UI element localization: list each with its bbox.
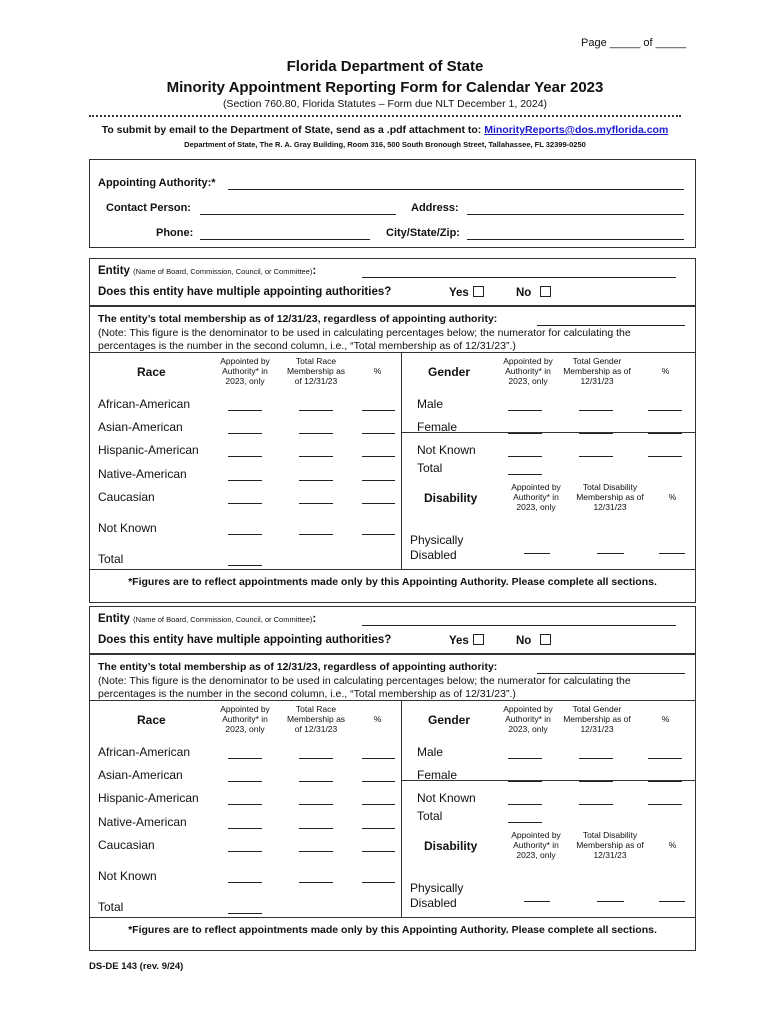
no-label: No [516,287,532,299]
entity-label: Entity [98,613,130,625]
gender-appointed-field[interactable] [508,474,542,475]
entity-section [0,258,770,603]
race-appointed-field[interactable] [228,758,262,759]
gender-appointed-field[interactable] [508,822,542,823]
phone-label: Phone: [156,227,194,239]
disability-header: Disability [424,839,478,853]
disabled-total-field[interactable] [597,553,624,554]
race-total-header: Total Race Membership as of 12/31/23 [286,704,346,734]
gender-pct-header: % [661,366,670,376]
disabled-pct-field[interactable] [659,901,685,902]
submit-instructions [0,124,770,136]
race-pct-field[interactable] [362,882,395,883]
no-option [516,634,551,647]
race-gender-divider [401,352,402,569]
gender-total-header: Total Gender Membership as of 12/31/23 [563,356,631,386]
race-header: Race [137,713,166,727]
disabled-pct-field[interactable] [659,553,685,554]
race-appointed-field[interactable] [228,913,262,914]
gender-total-header: Total Gender Membership as of 12/31/23 [563,704,631,734]
gender-label: Male [417,745,444,759]
gender-pct-field[interactable] [648,781,682,782]
gender-pct-header: % [661,714,670,724]
disability-pct-header: % [668,492,677,502]
race-appointed-field[interactable] [228,410,262,411]
disability-pct-header: % [668,840,677,850]
yes-option [449,286,484,299]
appointing-authority-label: Appointing Authority:* [98,177,216,189]
address-line: Department of State, The R. A. Gray Building, Room 316, 500 South Bronough Street, Tallahassee, FL 32399-0250 [184,140,586,149]
title-department: Florida Department of State [286,58,484,75]
disability-appointed-header: Appointed by Authority* in 2023, only [511,830,561,860]
gender-label: Total [417,461,443,475]
race-total-field[interactable] [299,758,333,759]
entity-name-field[interactable] [362,277,676,278]
race-pct-field[interactable] [362,410,395,411]
race-header: Race [137,365,166,379]
gender-appointed-field[interactable] [508,758,542,759]
race-pct-field[interactable] [362,433,395,434]
race-label: Hispanic-American [98,791,199,805]
race-label: Native-American [98,815,187,829]
race-pct-field[interactable] [362,804,395,805]
race-label: Caucasian [98,838,155,852]
disabled-total-field[interactable] [597,901,624,902]
race-label: Not Known [98,521,157,535]
entity-line [98,613,316,625]
gender-label: Male [417,397,444,411]
disability-appointed-header: Appointed by Authority* in 2023, only [511,482,561,512]
no-label: No [516,635,532,647]
note-line-2: percentages is the number in the second column, i.e., “Total membership as of 12/31/23”.) [98,340,516,352]
disability-total-header: Total Disability Membership as of 12/31/23 [576,482,644,512]
table-top-divider [89,700,696,701]
phone-field[interactable] [200,239,370,240]
race-total-header: Total Race Membership as of 12/31/23 [286,356,346,386]
multiple-authorities-question: Does this entity have multiple appointing authorities? [98,286,392,298]
race-label: Asian-American [98,420,183,434]
race-total-field[interactable] [299,410,333,411]
entity-note: (Name of Board, Commission, Council, or Committee) [133,615,313,624]
race-pct-field[interactable] [362,851,395,852]
race-pct-field[interactable] [362,781,395,782]
city-state-zip-field[interactable] [467,239,684,240]
gender-label: Female [417,768,458,782]
race-label: Caucasian [98,490,155,504]
gender-appointed-header: Appointed by Authority* in 2023, only [503,704,553,734]
gender-pct-field[interactable] [648,410,682,411]
gender-label: Female [417,420,458,434]
gender-appointed-field[interactable] [508,781,542,782]
race-label: Total [98,552,124,566]
race-appointed-field[interactable] [228,851,262,852]
page-number: Page _____ of _____ [581,37,687,49]
entity-name-field[interactable] [362,625,676,626]
disability-header: Disability [424,491,478,505]
race-appointed-field[interactable] [228,433,262,434]
race-label: African-American [98,745,191,759]
race-appointed-field[interactable] [228,781,262,782]
race-total-field[interactable] [299,828,333,829]
gender-pct-field[interactable] [648,433,682,434]
race-total-field[interactable] [299,456,333,457]
race-appointed-field[interactable] [228,882,262,883]
race-pct-field[interactable] [362,456,395,457]
yes-label: Yes [449,287,469,299]
footnote: *Figures are to reflect appointments made only by this Appointing Authority. Please complete all sections. [128,576,657,588]
race-appointed-field[interactable] [228,828,262,829]
race-total-field[interactable] [299,480,333,481]
membership-question: The entity’s total membership as of 12/31/23, regardless of appointing authority: [98,313,498,325]
contact-person-field[interactable] [200,214,396,215]
no-checkbox[interactable] [540,286,551,297]
race-gender-divider [401,700,402,917]
physically-disabled-label: Physically Disabled [410,881,464,910]
appointing-authority-field[interactable] [228,189,684,190]
gender-appointed-header: Appointed by Authority* in 2023, only [503,356,553,386]
gender-header: Gender [428,713,471,727]
gender-pct-field[interactable] [648,804,682,805]
gender-total-field[interactable] [579,410,613,411]
disabled-appointed-field[interactable] [524,553,550,554]
race-pct-header: % [373,714,382,724]
gender-appointed-field[interactable] [508,433,542,434]
gender-pct-field[interactable] [648,456,682,457]
race-appointed-header: Appointed by Authority* in 2023, only [220,704,270,734]
race-appointed-field[interactable] [228,565,262,566]
race-label: African-American [98,397,191,411]
race-label: Total [98,900,124,914]
gender-pct-field[interactable] [648,758,682,759]
race-total-field[interactable] [299,433,333,434]
gender-total-field[interactable] [579,456,613,457]
race-pct-field[interactable] [362,534,395,535]
note-line-1: (Note: This figure is the denominator to be used in calculating percentages below; the numerator for calculating the [98,675,631,687]
footnote-divider [89,569,696,570]
gender-header: Gender [428,365,471,379]
entity-label: Entity [98,265,130,277]
gender-appointed-field[interactable] [508,456,542,457]
table-top-divider [89,352,696,353]
disability-total-header: Total Disability Membership as of 12/31/23 [576,830,644,860]
race-pct-field[interactable] [362,480,395,481]
race-appointed-header: Appointed by Authority* in 2023, only [220,356,270,386]
race-total-field[interactable] [299,882,333,883]
race-appointed-field[interactable] [228,534,262,535]
gender-label: Not Known [417,791,476,805]
form-id: DS-DE 143 (rev. 9/24) [89,961,184,972]
membership-field[interactable] [537,325,685,326]
membership-question: The entity’s total membership as of 12/31/23, regardless of appointing authority: [98,661,498,673]
footnote-divider [89,917,696,918]
no-option [516,286,551,299]
race-pct-field[interactable] [362,828,395,829]
submit-text: To submit by email to the Department of State, send as a .pdf attachment to: [101,124,485,136]
gender-appointed-field[interactable] [508,804,542,805]
race-pct-field[interactable] [362,758,395,759]
gender-total-field[interactable] [579,781,613,782]
gender-total-field[interactable] [579,433,613,434]
race-appointed-field[interactable] [228,480,262,481]
gender-total-field[interactable] [579,804,613,805]
physically-disabled-label: Physically Disabled [410,533,464,562]
race-appointed-field[interactable] [228,804,262,805]
subtitle: (Section 760.80, Florida Statutes – Form due NLT December 1, 2024) [222,98,548,110]
no-checkbox[interactable] [540,634,551,645]
contact-person-label: Contact Person: [106,202,191,214]
race-pct-header: % [373,366,382,376]
dotted-divider [89,115,681,117]
race-label: Native-American [98,467,187,481]
multiple-authorities-question: Does this entity have multiple appointing authorities? [98,634,392,646]
entity-line [98,265,316,277]
entity-colon: : [312,613,317,625]
gender-label: Total [417,809,443,823]
email-link[interactable]: MinorityReports@dos.myflorida.com [484,124,669,136]
yes-option [449,634,484,647]
race-label: Asian-American [98,768,183,782]
race-label: Not Known [98,869,157,883]
membership-field[interactable] [537,673,685,674]
race-total-field[interactable] [299,851,333,852]
address-label: Address: [411,202,459,214]
entity-note: (Name of Board, Commission, Council, or Committee) [133,267,313,276]
race-label: Hispanic-American [98,443,199,457]
yes-label: Yes [449,635,469,647]
entity-colon: : [312,265,317,277]
address-field[interactable] [467,214,684,215]
note-line-1: (Note: This figure is the denominator to be used in calculating percentages below; the numerator for calculating the [98,327,631,339]
gender-total-field[interactable] [579,758,613,759]
yes-checkbox[interactable] [473,286,484,297]
race-total-field[interactable] [299,534,333,535]
city-state-zip-label: City/State/Zip: [386,227,460,239]
race-total-field[interactable] [299,781,333,782]
race-total-field[interactable] [299,503,333,504]
race-appointed-field[interactable] [228,456,262,457]
footnote: *Figures are to reflect appointments made only by this Appointing Authority. Please complete all sections. [128,924,657,936]
disabled-appointed-field[interactable] [524,901,550,902]
gender-appointed-field[interactable] [508,410,542,411]
gender-label: Not Known [417,443,476,457]
race-pct-field[interactable] [362,503,395,504]
race-appointed-field[interactable] [228,503,262,504]
yes-checkbox[interactable] [473,634,484,645]
entity-section [0,606,770,951]
title-form: Minority Appointment Reporting Form for Calendar Year 2023 [166,79,604,96]
race-total-field[interactable] [299,804,333,805]
note-line-2: percentages is the number in the second column, i.e., “Total membership as of 12/31/23”.) [98,688,516,700]
